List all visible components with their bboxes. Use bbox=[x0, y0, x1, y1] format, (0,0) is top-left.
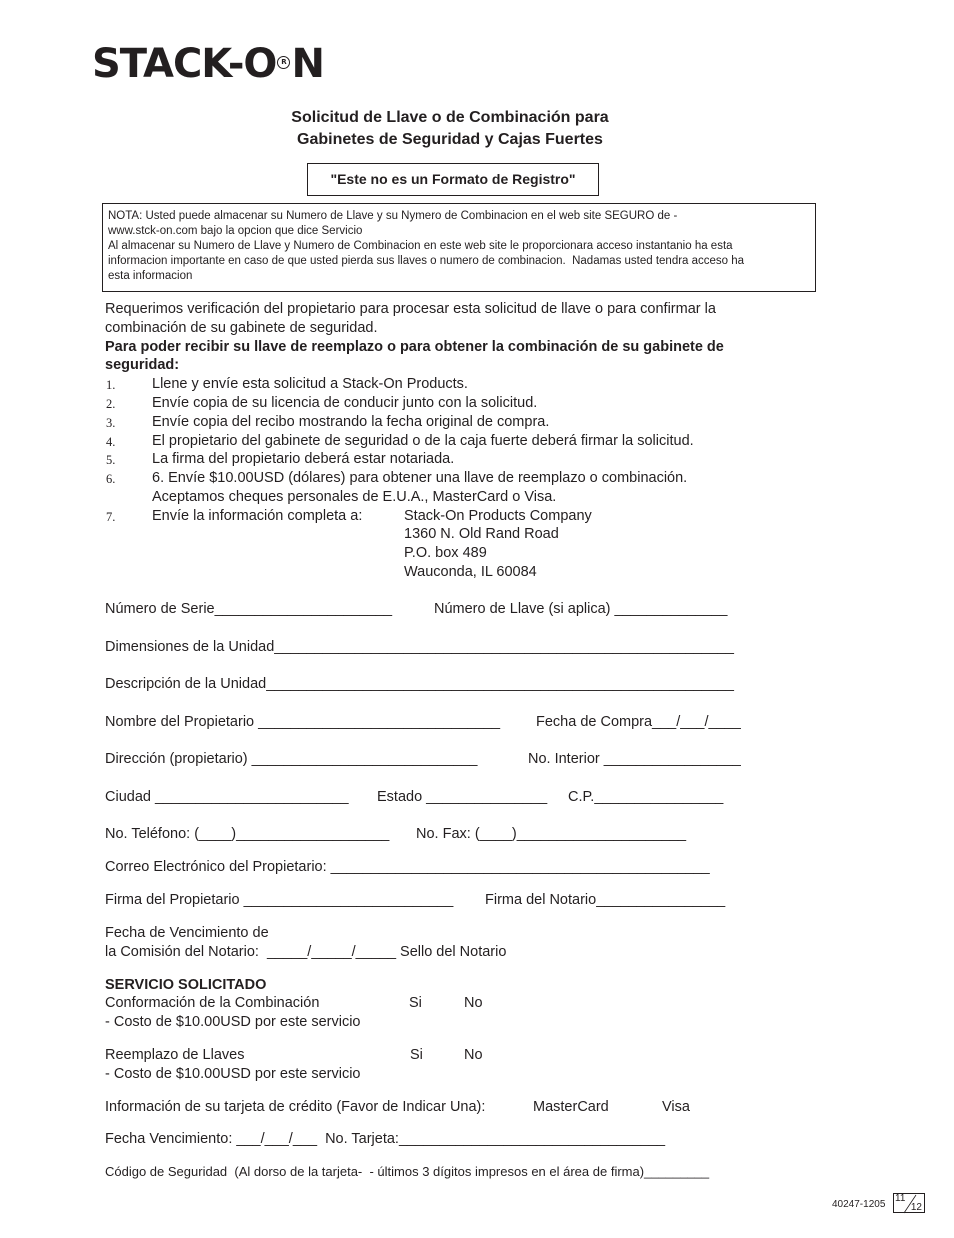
combination-no-option[interactable]: No bbox=[464, 995, 483, 1011]
step-text: Envíe la información completa a: bbox=[152, 508, 363, 524]
nota-box bbox=[102, 203, 816, 292]
notary-signature-field[interactable]: Firma del Notario________________ bbox=[485, 892, 726, 908]
mastercard-option[interactable]: MasterCard bbox=[533, 1099, 609, 1115]
intro-bold-line: seguridad: bbox=[105, 357, 180, 373]
step-text: El propietario del gabinete de seguridad o de la caja fuerte deberá firmar la solicitud. bbox=[152, 433, 694, 449]
logo-n: N bbox=[291, 41, 324, 87]
step-number: 6. bbox=[106, 472, 116, 486]
nota-line: esta informacion bbox=[108, 270, 193, 282]
owner-email-field[interactable]: Correo Electrónico del Propietario: _______________________________________________ bbox=[105, 859, 710, 875]
logo-o: O bbox=[243, 41, 277, 87]
form-title-line1: Solicitud de Llave o de Combinación para bbox=[291, 109, 609, 126]
step-number: 7. bbox=[106, 510, 116, 524]
form-title-line2: Gabinetes de Seguridad y Cajas Fuertes bbox=[297, 131, 603, 148]
address-line: Stack-On Products Company bbox=[404, 508, 592, 524]
owner-address-field[interactable]: Dirección (propietario) ____________________________ bbox=[105, 751, 478, 767]
page-number: 11 bbox=[895, 1193, 906, 1204]
step-text: Llene y envíe esta solicitud a Stack-On Products. bbox=[152, 376, 468, 392]
credit-card-label: Información de su tarjeta de crédito (Favor de Indicar Una): bbox=[105, 1099, 486, 1115]
nota-line: www.stck-on.com bajo la opcion que dice Servicio bbox=[108, 225, 363, 237]
key-replacement-cost: - Costo de $10.00USD por este servicio bbox=[105, 1066, 361, 1082]
step-number: 2. bbox=[106, 397, 116, 411]
not-registration-notice: "Este no es un Formato de Registro" bbox=[307, 163, 599, 196]
step-text: Envíe copia de su licencia de conducir junto con la solicitud. bbox=[152, 395, 538, 411]
fax-field[interactable]: No. Fax: (____)_____________________ bbox=[416, 826, 687, 842]
card-expiration-field[interactable]: Fecha Vencimiento: ___/___/___ No. Tarjeta:_________________________________ bbox=[105, 1131, 666, 1147]
key-no-option[interactable]: No bbox=[464, 1047, 483, 1063]
interior-number-field[interactable]: No. Interior _________________ bbox=[528, 751, 741, 767]
step-text: 6. Envíe $10.00USD (dólares) para obtener una llave de reemplazo o combinación. bbox=[152, 470, 688, 486]
key-yes-option[interactable]: Si bbox=[410, 1047, 423, 1063]
address-line: P.O. box 489 bbox=[404, 545, 487, 561]
city-field[interactable]: Ciudad ________________________ bbox=[105, 789, 349, 805]
serial-number-field[interactable]: Número de Serie______________________ bbox=[105, 601, 393, 617]
document-code: 40247-1205 bbox=[832, 1199, 886, 1210]
page-indicator bbox=[893, 1193, 925, 1213]
phone-field[interactable]: No. Teléfono: (____)___________________ bbox=[105, 826, 390, 842]
nota-line: NOTA: Usted puede almacenar su Numero de Llave y su Nymero de Combinacion en el web site SEGURO de - bbox=[108, 210, 678, 222]
step-text: Aceptamos cheques personales de E.U.A., MasterCard o Visa. bbox=[152, 489, 557, 505]
address-line: Wauconda, IL 60084 bbox=[404, 564, 537, 580]
key-replacement-label: Reemplazo de Llaves bbox=[105, 1047, 245, 1063]
owner-signature-field[interactable]: Firma del Propietario __________________________ bbox=[105, 892, 454, 908]
unit-dimensions-field[interactable]: Dimensiones de la Unidad_________________________________________________________ bbox=[105, 639, 734, 655]
step-number: 1. bbox=[106, 378, 116, 392]
intro-line: Requerimos verificación del propietario para procesar esta solicitud de llave o para confirmar la bbox=[105, 301, 716, 317]
combination-yes-option[interactable]: Si bbox=[409, 995, 422, 1011]
stack-on-logo bbox=[92, 41, 324, 87]
owner-name-field[interactable]: Nombre del Propietario ______________________________ bbox=[105, 714, 501, 730]
step-text: La firma del propietario deberá estar notariada. bbox=[152, 451, 455, 467]
page-total: 12 bbox=[910, 1202, 922, 1213]
visa-option[interactable]: Visa bbox=[662, 1099, 690, 1115]
intro-bold-line: Para poder recibir su llave de reemplazo o para obtener la combinación de su gabinete de bbox=[105, 339, 724, 355]
step-number: 3. bbox=[106, 416, 116, 430]
purchase-date-field[interactable]: Fecha de Compra___/___/____ bbox=[536, 714, 741, 730]
address-line: 1360 N. Old Rand Road bbox=[404, 526, 559, 542]
combination-service-label: Conformación de la Combinación bbox=[105, 995, 320, 1011]
service-heading: SERVICIO SOLICITADO bbox=[105, 977, 267, 993]
registered-mark: R bbox=[277, 56, 290, 69]
logo-text: STACK- bbox=[92, 41, 244, 87]
security-code-field[interactable]: Código de Seguridad (Al dorso de la tarjeta- - últimos 3 dígitos impresos en el área de firma)_________ bbox=[105, 1164, 710, 1179]
step-text: Envíe copia del recibo mostrando la fecha original de compra. bbox=[152, 414, 550, 430]
combination-cost: - Costo de $10.00USD por este servicio bbox=[105, 1014, 361, 1030]
notary-expiration-label: Fecha de Vencimiento de bbox=[105, 925, 269, 941]
step-number: 4. bbox=[106, 435, 116, 449]
unit-description-field[interactable]: Descripción de la Unidad__________________________________________________________ bbox=[105, 676, 734, 692]
state-field[interactable]: Estado _______________ bbox=[377, 789, 548, 805]
notary-expiration-field[interactable]: la Comisión del Notario: _____/_____/_____ Sello del Notario bbox=[105, 944, 507, 960]
nota-line: Al almacenar su Numero de Llave y Numero de Combinacion en este web site le proporcionara acceso instantanio ha esta bbox=[108, 240, 733, 252]
step-number: 5. bbox=[106, 453, 116, 467]
key-number-field[interactable]: Número de Llave (si aplica) ______________ bbox=[434, 601, 728, 617]
nota-line: informacion importante en caso de que usted pierda sus llaves o numero de combinacion. Nadamas usted tendra acceso ha bbox=[108, 255, 745, 267]
intro-line: combinación de su gabinete de seguridad. bbox=[105, 320, 378, 336]
postal-code-field[interactable]: C.P.________________ bbox=[568, 789, 724, 805]
